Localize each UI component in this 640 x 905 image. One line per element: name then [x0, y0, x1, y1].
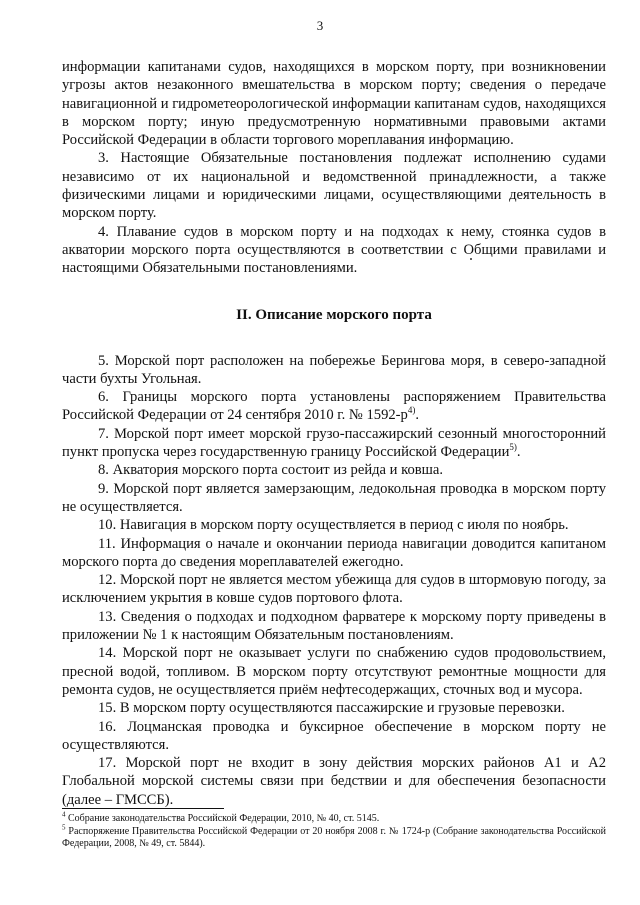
footnote-5-text: Распоряжение Правительства Российской Федерации от 20 ноября 2008 г. № 1724-р (Собрание законодательства Российской Федерации, 2008, № 49, ст. 5844).: [62, 825, 606, 849]
paragraph-3: 3. Настоящие Обязательные постановления подлежат исполнению судами независимо от их национальной и ведомственной принадлежности, а также физическими лицами и юридическими лицами, осуществляющими деятельность в морском порту.: [62, 150, 606, 222]
footnote-4-mark: 4: [62, 810, 66, 819]
paragraph-6-text: 6. Границы морского порта установлены распоряжением Правительства Российской Федерации от 24 сентября 2010 г. № 1592-р: [62, 389, 606, 424]
paragraph-5: 5. Морской порт расположен на побережье Берингова моря, в северо-западной части бухты Угольная.: [62, 352, 606, 387]
paragraph-16: 16. Лоцманская проводка и буксирное обеспечение в морском порту не осуществляются.: [62, 718, 606, 753]
paragraph-4: 4. Плавание судов в морском порту и на подходах к нему, стоянка судов в акватории морского порта осуществляются в соответствии с Общими правилами и настоящими Обязательными постановлениями.: [62, 223, 606, 277]
paragraph-14: 14. Морской порт не оказывает услуги по снабжению судов продовольствием, пресной водой, топливом. В морском порту отсутствуют ремонтные мощности для ремонта судов, не осуществляется приём нефтесодержащих, сточных вод и мусора.: [62, 645, 606, 698]
footnote-ref-5: 5): [509, 442, 517, 453]
footnotes: [62, 808, 606, 851]
paragraph-6: [62, 388, 606, 425]
page-body: [62, 58, 606, 809]
paragraph-9: 9. Морской порт является замерзающим, ледокольная проводка в морском порту не осуществляется.: [62, 480, 606, 515]
footnote-4: [62, 810, 606, 826]
scan-speck: [470, 258, 472, 260]
paragraph-11: 11. Информация о начале и окончании периода навигации доводится капитаном морского порта до сведения мореплавателей ежегодно.: [62, 535, 606, 570]
paragraph-6-end: .: [415, 407, 419, 424]
paragraph-17: 17. Морской порт не входит в зону действия морских районов А1 и А2 Глобальной морской системы связи при бедствии и для обеспечения безопасности (далее – ГМССБ).: [62, 755, 606, 808]
footnote-5: [62, 823, 606, 851]
page-number: 3: [316, 18, 324, 33]
footnote-4-text: Собрание законодательства Российской Федерации, 2010, № 40, ст. 5145.: [65, 813, 380, 824]
paragraph-15: 15. В морском порту осуществляются пассажирские и грузовые перевозки.: [98, 700, 565, 717]
footnote-divider: [62, 808, 224, 809]
paragraph-12: 12. Морской порт не является местом убежища для судов в штормовую погоду, за исключением укрытия в ковше судов портового флота.: [62, 572, 606, 607]
paragraph-13: 13. Сведения о подходах и подходном фарватере к морскому порту приведены в приложении № 1 к настоящим Обязательным постановлениям.: [62, 608, 606, 644]
paragraph-8: 8. Акватория морского порта состоит из рейда и ковша.: [98, 462, 444, 479]
paragraph-continued: информации капитанами судов, находящихся в морском порту, при возникновении угрозы актов незаконного вмешательства в морском порту; сведения о передаче навигационной и гидрометеорологической информации капитанам судов, находящихся в морском порту; иную предусмотренную нормативными правовыми актами Российской Федерации в области торгового мореплавания информацию.: [62, 59, 606, 149]
paragraph-7-text: 7. Морской порт имеет морской грузо-пассажирский сезонный многосторонний пункт пропуска через государственную границу Российской Федерации: [62, 425, 606, 461]
section-title: II. Описание морского порта: [236, 306, 432, 323]
paragraph-7: [62, 425, 606, 462]
paragraph-7-end: .: [516, 444, 521, 461]
paragraph-10: 10. Навигация в морском порту осуществляется в период с июля по ноябрь.: [98, 517, 569, 534]
footnote-ref-4: 4): [407, 405, 416, 416]
footnote-5-mark: 5: [62, 823, 66, 832]
